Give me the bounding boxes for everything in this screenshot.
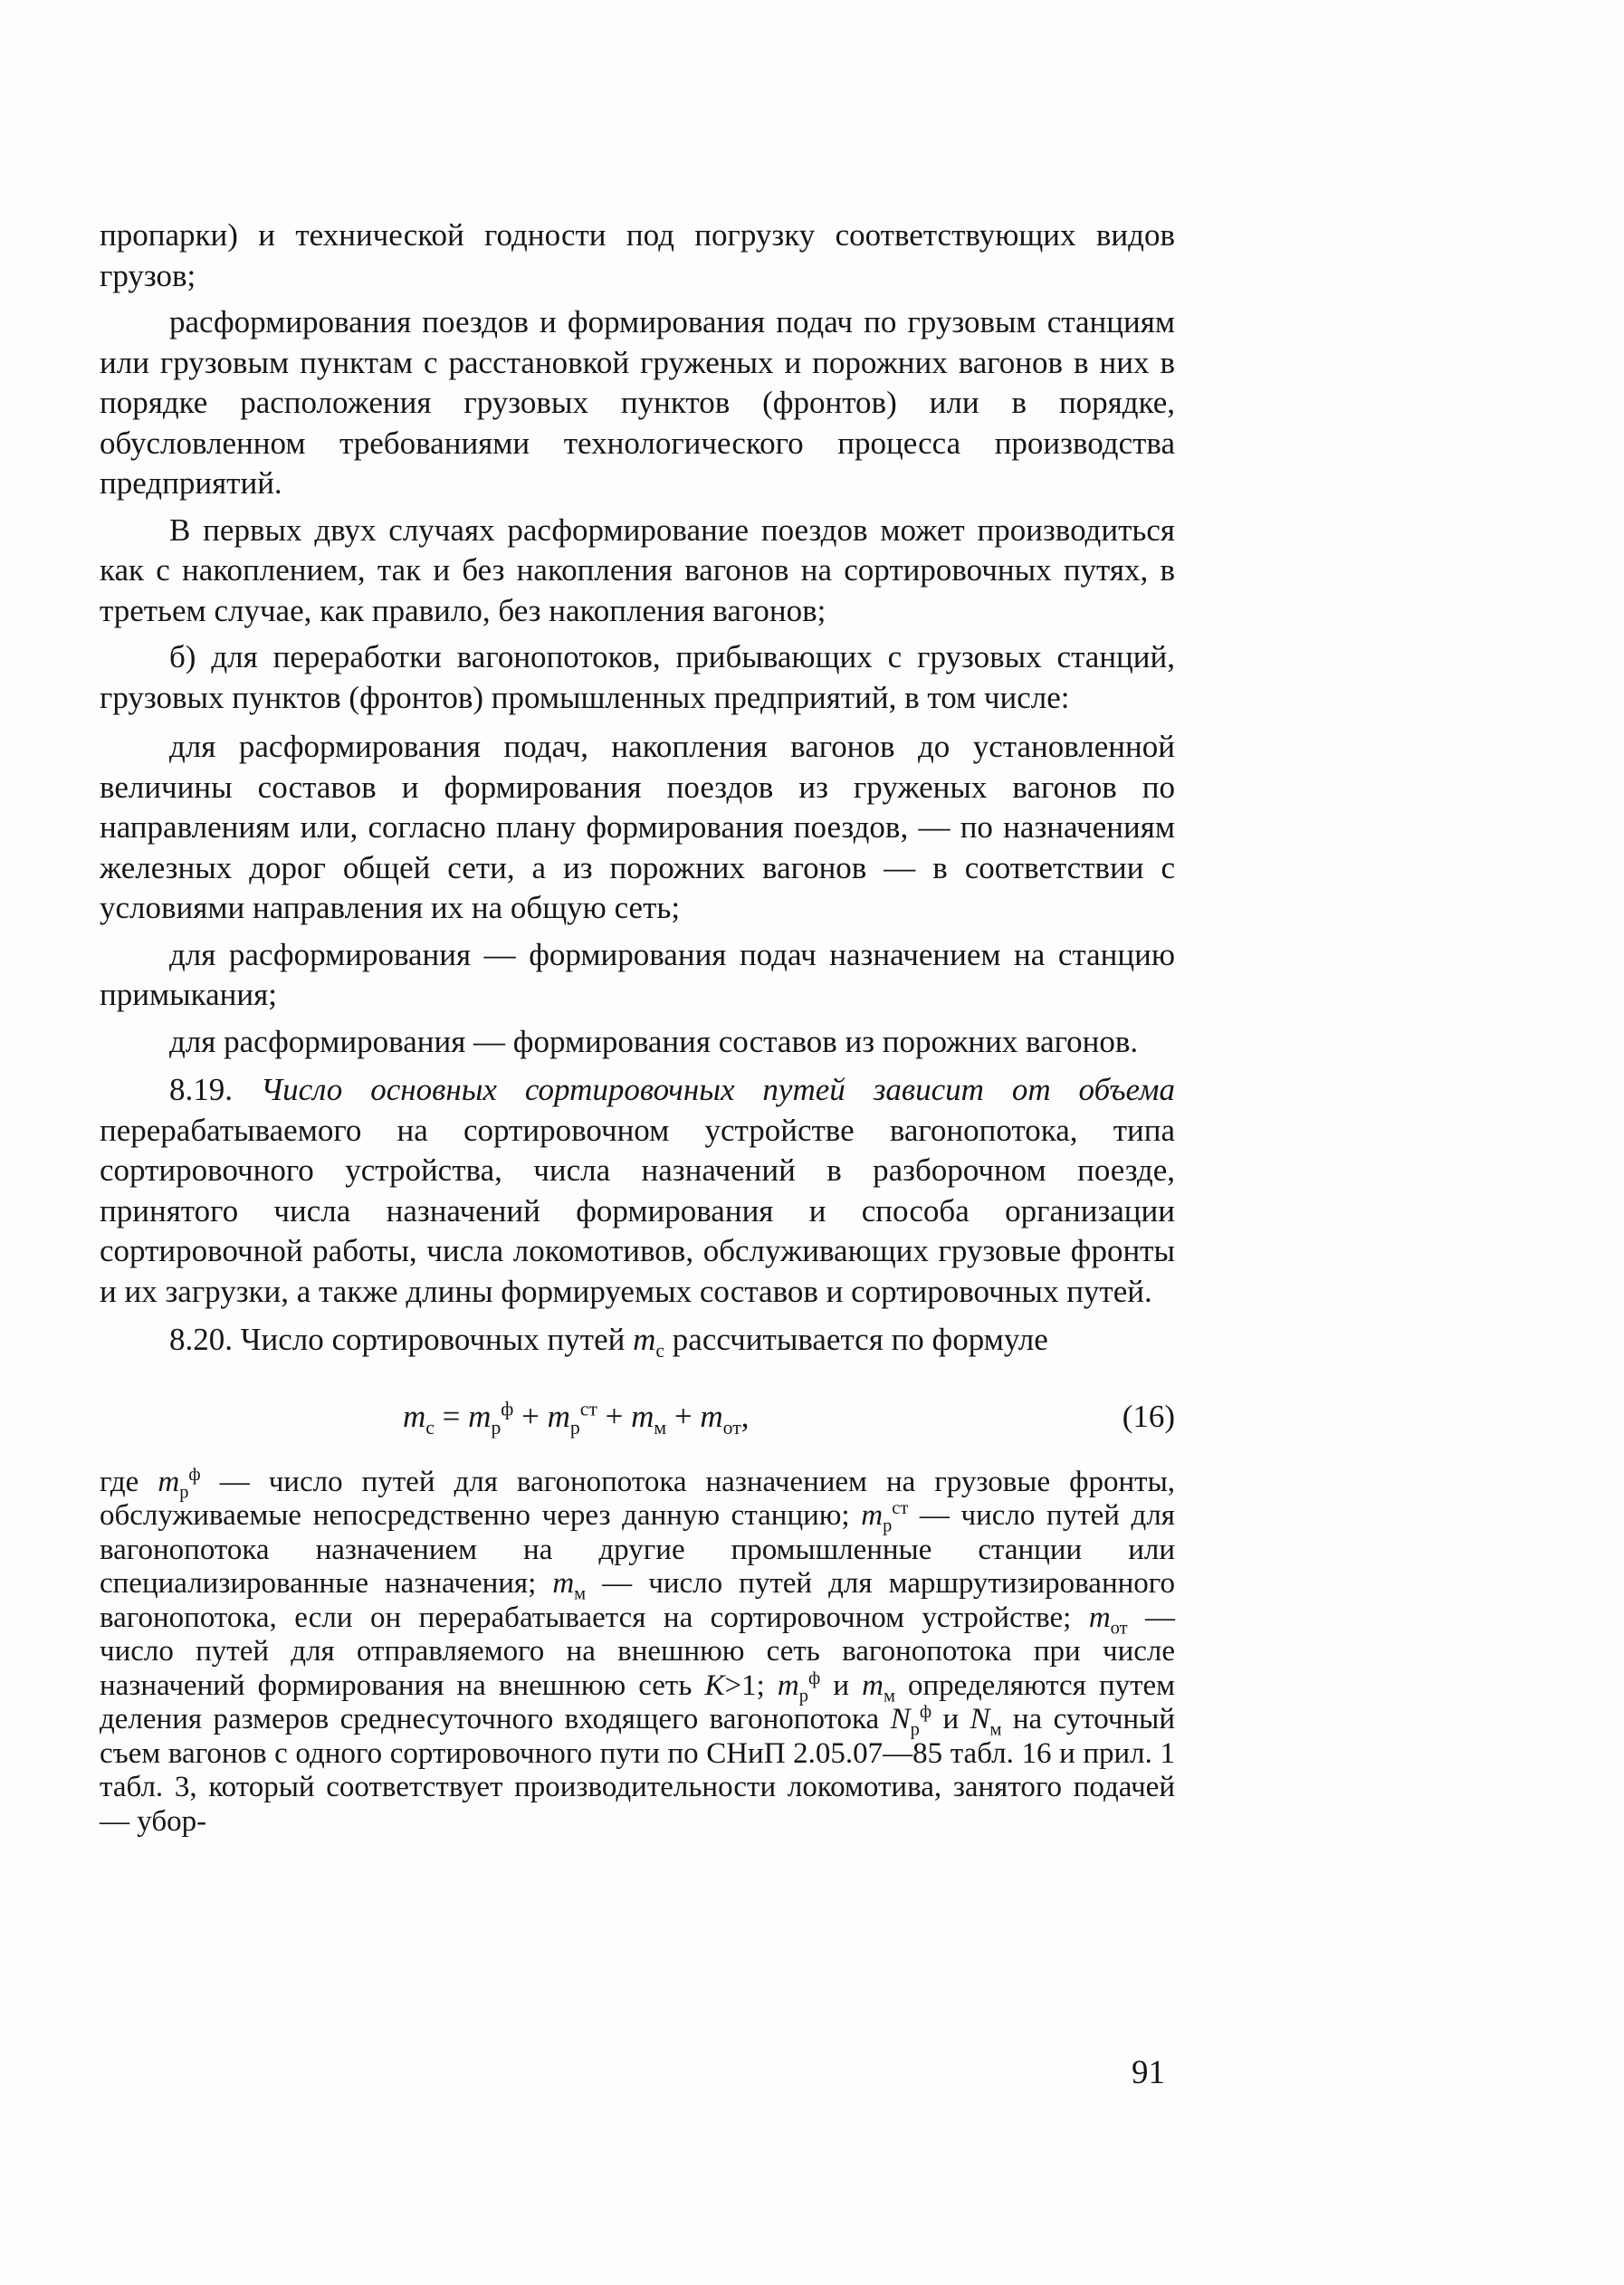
page-number: 91 bbox=[1132, 2054, 1165, 2091]
formula-expression: $m_с = m_р^ф + m_р^{ст} + m_м + m_{от}$, bbox=[403, 1397, 750, 1439]
paragraph-list-item: для расформирования — формирования составов из порожних вагонов. bbox=[169, 1023, 1139, 1059]
symbol: m bbox=[633, 1322, 656, 1357]
paragraph: В первых двух случаях расформирование поездов может производиться как с накоплением, так и без накопления вагонов на сортировочных путях, в третьем случае, как правило, без накопления вагонов; bbox=[100, 511, 1175, 628]
paragraph-8-19 bbox=[100, 1070, 1175, 1312]
paragraph-list-item: для расформирования — формирования подач назначением на станцию примыкания; bbox=[100, 936, 1175, 1012]
paragraph-list-item: б) для переработки вагонопотоков, прибывающих с грузовых станций, грузовых пунктов (фронтов) промышленных предприятий, в том числе: bbox=[100, 639, 1175, 715]
formula-number: (16) bbox=[1122, 1398, 1175, 1434]
paragraph-list-item: расформирования поездов и формирования подач по грузовым станциям или грузовым пунктам с расстановкой груженых и порожних вагонов в них в порядке расположения грузовых пунктов (фронтов) или в порядке, обусловленном требованиями технологического процесса производства предприятий. bbox=[100, 304, 1175, 501]
formula-legend: где $m_р^ф$ — число путей для вагонопотока назначением на грузовые фронты, обслуживаемые непосредственно через данную станцию; $m_р^{ст}$ — число путей для вагонопотока назначением на другие промышленные станции или специализированные назначения; $m_м$ — число путей для маршрутизированного вагонопотока, если он перерабатывается на сортировочном устройстве; $m_{от}$ — число путей для отправляемого на внешнюю сеть вагонопотока при числе назначений формирования на внешнюю сеть K>1; $m_р^ф$ и $m_м$ определяются путем деления размеров среднесуточного входящего вагонопотока $N_р^ф$ и $N_м$ на суточный съем вагонов с одного сортировочного пути по СНиП 2.05.07—85 табл. 16 и прил. 1 табл. 3, который соответствует производительности локомотива, занятого подачей — убор- bbox=[100, 1464, 1176, 1838]
body-text bbox=[100, 215, 1175, 1839]
clause-number: 8.19. bbox=[169, 1072, 233, 1107]
paragraph-8-20: 8.20. Число сортировочных путей $m_с$ рассчитывается по формуле bbox=[169, 1322, 1048, 1362]
formula-16 bbox=[100, 1397, 1175, 1439]
paragraph-list-item: для расформирования подач, накопления вагонов до установленной величины составов и формирования поездов из груженых вагонов по направлениям или, согласно плану формирования поездов, — по назначениям железных дорог общей сети, а из порожних вагонов — в соответствии с условиями направления их на общую сеть; bbox=[100, 729, 1175, 925]
paragraph-continuation: пропарки) и технической годности под погрузку соответствующих видов грузов; bbox=[100, 217, 1175, 293]
clause-text: перерабатываемого на сортировочном устройстве вагонопотока, типа сортировочного устройства, числа назначений в разборочном поезде, принятого числа назначений формирования и способа организации сортировочной работы, числа локомотивов, обслуживающих грузовые фронты и их загрузки, а также длины формируемых составов и сортировочных путей. bbox=[100, 1112, 1175, 1309]
clause-italic-text: Число основных сортировочных путей зависит от объема bbox=[260, 1072, 1175, 1107]
clause-number: 8.20. bbox=[169, 1322, 233, 1357]
